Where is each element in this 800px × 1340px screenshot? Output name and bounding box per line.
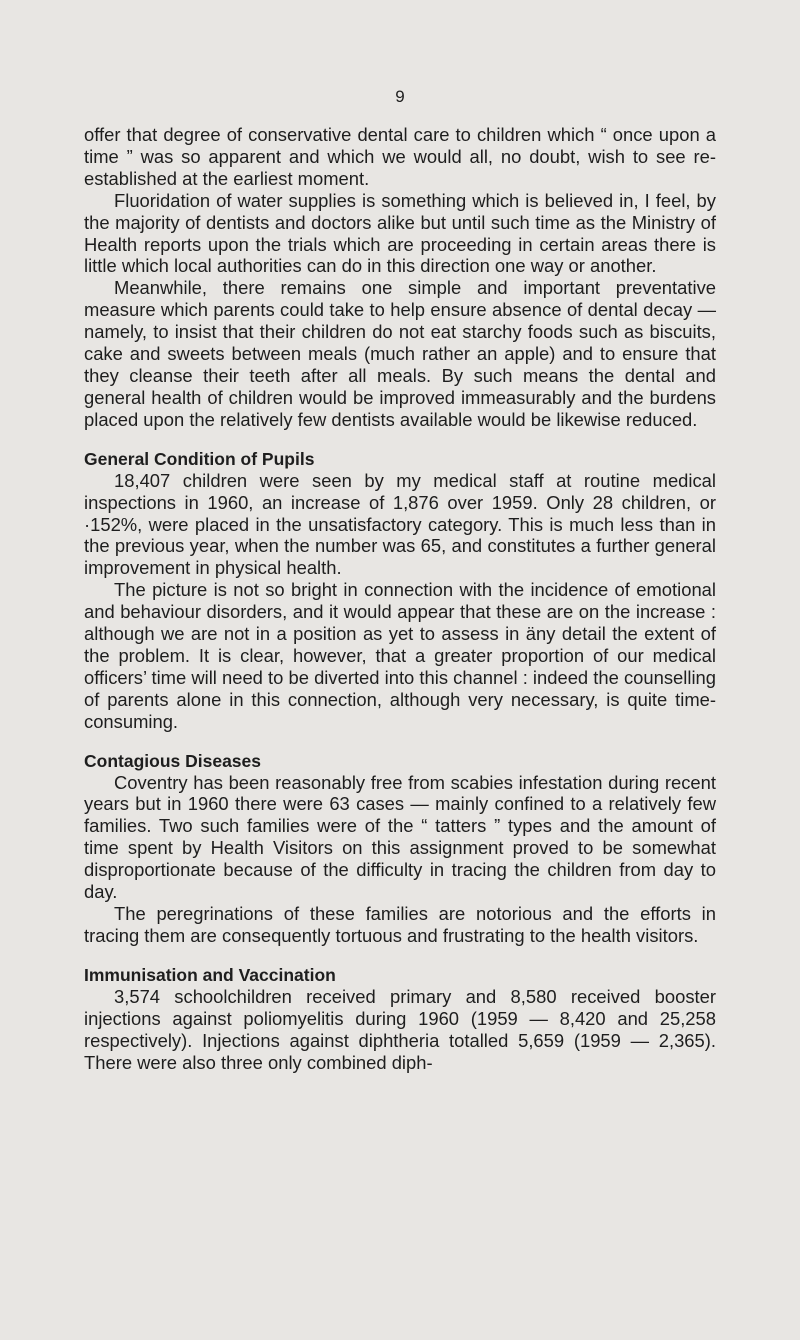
body-text <box>84 124 716 1073</box>
paragraph-preventative-measure: Meanwhile, there remains one simple and important preventative measure which parents could take to help ensure absence of dental decay — namely, to insist that their children do not eat starchy foods such as biscuits, cake and sweets between meals (much rather an apple) and to ensure that they cleanse their teeth after all meals. By such means the dental and general health of children would be improved immeasurably and the burdens placed upon the relatively few dentists available would be likewise reduced. <box>84 277 716 430</box>
heading-contagious-diseases: Contagious Diseases <box>84 750 261 771</box>
paragraph-injections: 3,574 schoolchildren received primary and 8,580 received booster injections against poliomyelitis during 1960 (1959 — 8,420 and 25,258 respectively). Injections against diphtheria totalled 5,659 (1959 — 2,365). There were also three only combined diph- <box>84 985 716 1073</box>
heading-immunisation: Immunisation and Vaccination <box>84 964 336 985</box>
heading-general-condition: General Condition of Pupils <box>84 448 315 469</box>
paragraph-dental-care-continued: offer that degree of conservative dental care to children which “ once upon a time ” was so apparent and which we would all, no doubt, wish to see re-established at the earliest moment. <box>84 124 716 189</box>
paragraph-scabies: Coventry has been reasonably free from scabies infestation during recent years but in 1960 there were 63 cases — mainly confined to a relatively few families. Two such families were of the “ tatters ” types and the amount of time spent by Health Visitors on this assignment proved to be somewhat disproportionate because of the difficulty in tracing the children from day to day. <box>84 771 716 903</box>
paragraph-fluoridation: Fluoridation of water supplies is something which is believed in, I feel, by the majority of dentists and doctors alike but until such time as the Ministry of Health reports upon the trials which are proceeding in certain areas there is little which local authorities can do in this direction one way or another. <box>84 189 716 277</box>
page-number: 9 <box>395 87 405 106</box>
paragraph-peregrinations: The peregrinations of these families are notorious and the efforts in tracing them are consequently tortuous and frustrating to the health visitors. <box>84 903 716 946</box>
paragraph-medical-inspections: 18,407 children were seen by my medical staff at routine medical inspections in 1960, an increase of 1,876 over 1959. Only 28 children, or ·152%, were placed in the unsatisfactory category. This is much less than in the previous year, when the number was 65, and constitutes a further general improvement in physical health. <box>84 469 716 579</box>
paragraph-emotional-disorders: The picture is not so bright in connection with the incidence of emotional and behaviour disorders, and it would appear that these are on the increase : although we are not in a position as yet to assess in äny detail the extent of the problem. It is clear, however, that a greater proportion of our medical officers’ time will need to be diverted into this channel : indeed the counselling of parents alone in this connection, although very necessary, is quite time-consuming. <box>84 579 716 732</box>
